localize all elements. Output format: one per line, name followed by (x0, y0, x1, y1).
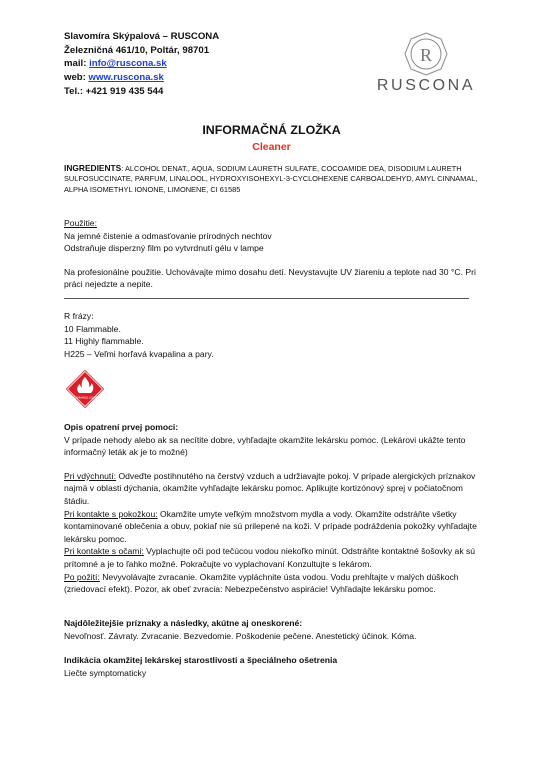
r-phrases-section (64, 310, 489, 360)
skin-label: Pri kontakte s pokožkou: (64, 508, 158, 519)
flammable-icon (64, 368, 106, 410)
logo-letter: R (419, 45, 433, 65)
usage-heading: Použitie: (64, 218, 97, 228)
web-label: web: (64, 72, 86, 84)
ingredients-label: INGREDIENTS (64, 163, 122, 173)
usage-line-1: Na jemné čistenie a odmasťovanie prírodných nechtov (64, 230, 272, 241)
r-phrase-item: 10 Flammable. (64, 323, 121, 334)
mail-row (64, 57, 219, 71)
ruscona-logo (366, 30, 486, 98)
first-aid-heading: Opis opatrení prvej pomoci: (64, 422, 179, 432)
company-address: Železničná 461/10, Poltár, 98701 (64, 44, 210, 56)
skin-text: Okamžite umyte veľkým množstvom mydla a vody. Okamžite odstráňte všetky kontaminované oblečenia a obuv, pokiaľ nie sú prilepené na koži. V prípade podráždenia pokožky vyhľadajte lekársku pomoc. (64, 508, 477, 544)
inhalation-text: Odveďte postihnutého na čerstvý vzduch a udržiavajte pokoj. V prípade alergických príznakov najmä v oblasti dýchania, okamžite vyhľadajte lekársku pomoc. Aplikujte kortizónový sprej v počiatočnom štádiu. (64, 470, 476, 506)
treatment-text: Liečte symptomaticky (64, 667, 147, 678)
hazard-label: FLAMMABLE LIQUID (72, 396, 98, 400)
ingredients (64, 163, 489, 195)
ingestion-text: Nevyvolávajte zvracanie. Okamžite vypláchnite ústa vodou. Vodu prehĺtajte v malých dúškoch (zriedovací efekt). Pozor, ak obeť zvracia: Nebezpečenstvo aspirácie! Vyhľadajte lekársku pomoc. (64, 571, 459, 595)
ingestion-label: Po požití: (64, 571, 100, 582)
inhalation-label: Pri vdýchnutí: (64, 470, 117, 481)
page-title: INFORMAČNÁ ZLOŽKA (202, 123, 341, 137)
r-phrases-heading: R frázy: (64, 311, 94, 321)
web-row (64, 71, 219, 85)
r-phrase-item: 11 Highly flammable. (64, 336, 144, 347)
logo-text: RUSCONA (376, 77, 476, 94)
symptoms-section (64, 617, 489, 642)
company-name: Slavomíra Skýpalová – RUSCONA (64, 31, 220, 42)
first-aid-section (64, 421, 489, 596)
first-aid-eyes (64, 545, 489, 570)
eyes-label: Pri kontakte s očami: (64, 546, 144, 557)
company-phone: Tel.: +421 919 435 544 (64, 85, 164, 97)
usage-section (64, 217, 489, 291)
first-aid-intro: V prípade nehody alebo ak sa necítite dobre, vyhľadajte okamžite lekársku pomoc. (Lekárovi ukážte tento informačný leták ak je to možné) (64, 434, 466, 458)
divider (64, 298, 469, 299)
usage-line-2: Odstraňuje disperzný film po vytvrdnutí gélu v lampe (64, 243, 264, 254)
symptoms-text: Nevoľnosť. Závraty. Zvracanie. Bezvedomie. Poškodenie pečene. Anestetický účinok. Kóma. (64, 630, 417, 641)
product-name: Cleaner (252, 141, 291, 153)
eyes-text: Vyplachujte oči pod tečúcou vodou niekoľko minút. Odstráňte kontaktné šošovky ak sú prítomné a je to ľahko možné. Pokračujte vo vyplachovaní Konzultujte s lekárom. (64, 546, 476, 569)
company-info (64, 30, 219, 99)
logo-emblem-icon (366, 30, 486, 76)
treatment-section (64, 654, 489, 679)
r-phrase-item: H225 – Veľmi horľavá kvapalina a pary. (64, 348, 214, 359)
web-link[interactable]: www.ruscona.sk (88, 72, 164, 84)
mail-label: mail: (64, 58, 87, 70)
first-aid-ingestion (64, 571, 489, 596)
first-aid-inhalation (64, 470, 489, 508)
ingredients-text: : ALCOHOL DENAT., AQUA, SODIUM LAURETH SULFATE, COCOAMIDE DEA, DISODIUM LAURETH SULFOSUCCINATE, PARFUM, LINALOOL, HYDROXYISOHEXYL-3-CYCLOHEXENE CARBOALDEHYD, AMYL CINNAMAL, ALPHA ISOMETHYL IONONE, LIMONENE, CI 61585 (64, 164, 478, 194)
usage-professional: Na profesionálne použitie. Uchovávajte mimo dosahu detí. Nevystavujte UV žiareniu a teplote nad 30 °C. Pri práci nejedzte a nepite. (64, 266, 476, 290)
treatment-heading: Indikácia okamžitej lekárskej starostlivosti a špeciálneho ošetrenia (64, 655, 338, 665)
mail-link[interactable]: info@ruscona.sk (89, 58, 167, 70)
symptoms-heading: Najdôležitejšie príznaky a následky, akútne aj oneskorené: (64, 618, 303, 628)
first-aid-skin (64, 508, 489, 546)
